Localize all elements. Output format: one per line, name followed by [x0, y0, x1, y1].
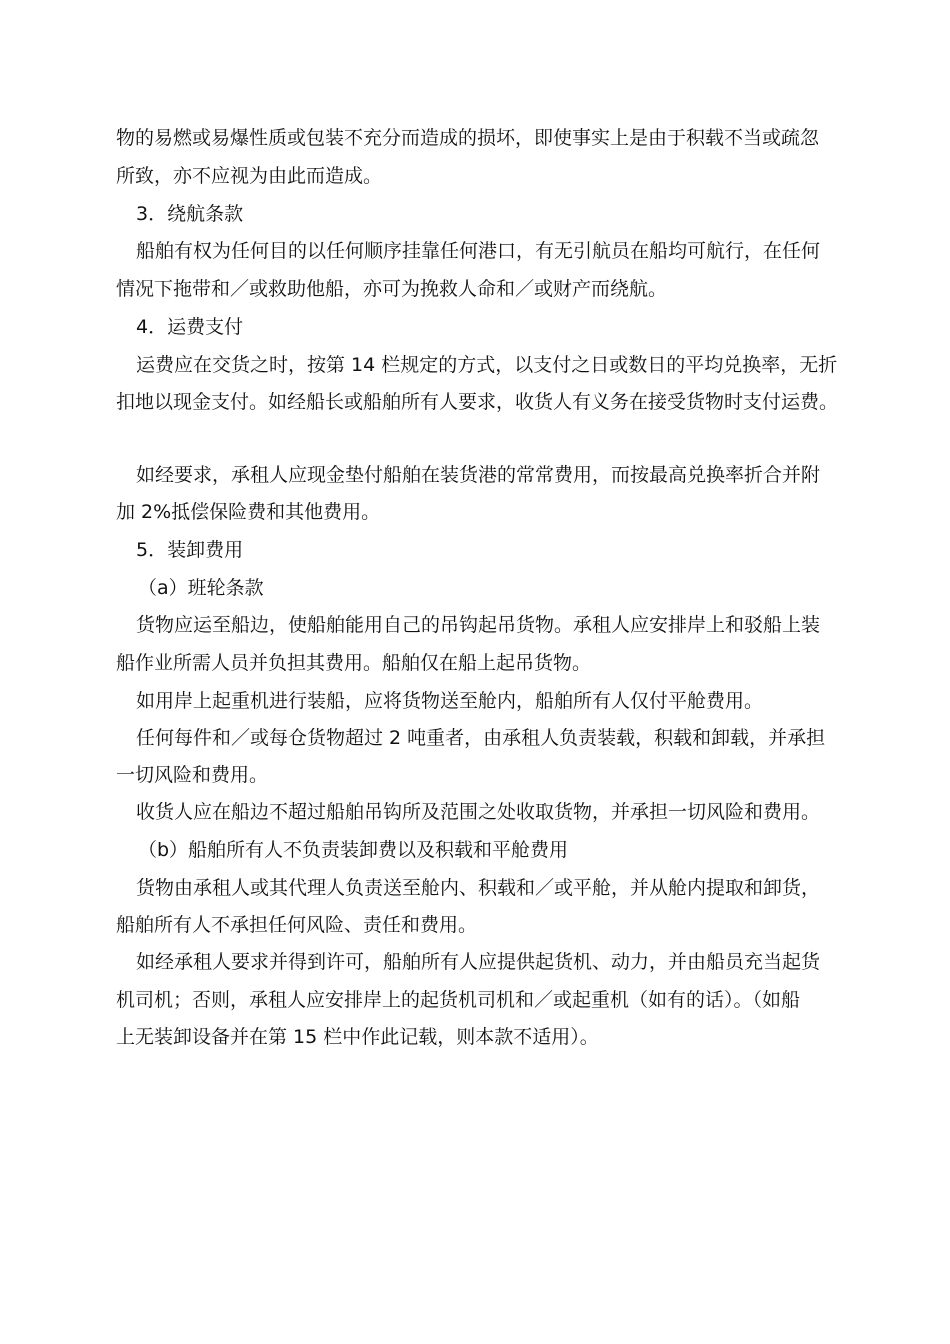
text-line: 一切风险和费用。 [116, 764, 269, 786]
section-heading-5: 5．装卸费用 [136, 539, 244, 561]
text-line: 船舶所有人不承担任何风险、责任和费用。 [116, 914, 478, 936]
text-line: 机司机；否则，承租人应安排岸上的起货机司机和／或起重机（如有的话）。（如船 [116, 989, 801, 1011]
text-line: 上无装卸设备并在第 15 栏中作此记载，则本款不适用）。 [116, 1026, 599, 1048]
section-heading-3: 3．绕航条款 [136, 203, 244, 225]
text-line: 所致，亦不应视为由此而造成。 [116, 165, 383, 187]
subsection-heading-b: （b）船舶所有人不负责装卸费以及积载和平舱费用 [138, 839, 569, 861]
text-line: 船作业所需人员并负担其费用。船舶仅在船上起吊货物。 [116, 652, 592, 674]
text-line: 加 2%抵偿保险费和其他费用。 [116, 501, 381, 523]
text-line: 情况下拖带和／或救助他船，亦可为挽救人命和／或财产而绕航。 [116, 278, 668, 300]
text-line: 运费应在交货之时，按第 14 栏规定的方式，以支付之日或数日的平均兑换率，无折 [136, 354, 838, 376]
text-line: 船舶有权为任何目的以任何顺序挂靠任何港口，有无引航员在船均可航行，在任何 [136, 240, 821, 262]
text-line: 如经承租人要求并得到许可，船舶所有人应提供起货机、动力，并由船员充当起货 [136, 951, 821, 973]
section-heading-4: 4．运费支付 [136, 316, 244, 338]
text-line: 货物应运至船边，使船舶能用自己的吊钩起吊货物。承租人应安排岸上和驳船上装 [136, 614, 821, 636]
text-line: 如用岸上起重机进行装船，应将货物送至舱内，船舶所有人仅付平舱费用。 [136, 690, 764, 712]
text-line: 货物由承租人或其代理人负责送至舱内、积载和／或平舱，并从舱内提取和卸货， [136, 877, 821, 899]
text-line: 物的易燃或易爆性质或包装不充分而造成的损坏，即使事实上是由于积载不当或疏忽 [116, 127, 820, 149]
subsection-heading-a: （a）班轮条款 [138, 577, 264, 599]
text-line: 如经要求，承租人应现金垫付船舶在装货港的常常费用，而按最高兑换率折合并附 [136, 464, 821, 486]
text-line: 扣地以现金支付。如经船长或船舶所有人要求，收货人有义务在接受货物时支付运费。 [116, 391, 839, 413]
text-line: 任何每件和／或每仓货物超过 2 吨重者，由承租人负责装载，积载和卸载，并承担 [136, 727, 826, 749]
text-line: 收货人应在船边不超过船舶吊钩所及范围之处收取货物，并承担一切风险和费用。 [136, 801, 821, 823]
